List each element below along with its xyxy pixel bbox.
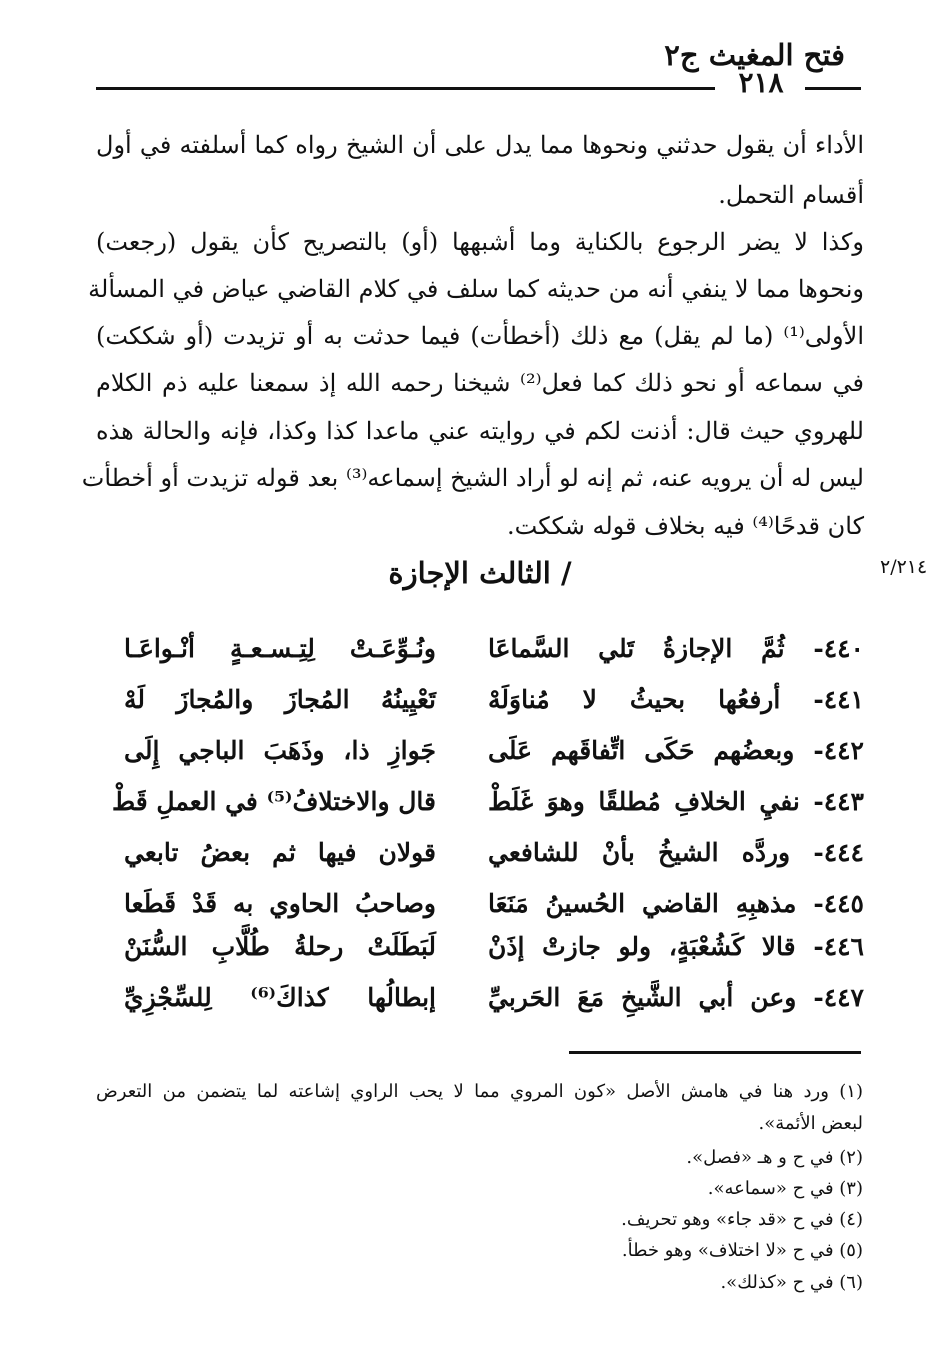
verse-second-hemistich: إبطالُها كذاكَ⁽⁶⁾ لِلسِّجْزِيِّ — [124, 983, 436, 1012]
verse-first-hemistich: ٤٤٦- قالا كَشُعْبَةٍ، ولو جازتْ إذَنْ — [488, 932, 864, 961]
verse-first-hemistich: ٤٤١- أرفعُها بحيثُ لا مُناوَلَهْ — [488, 685, 864, 714]
header-rule — [96, 87, 715, 90]
verse-first-hemistich: ٤٤٢- وبعضُهم حَكَى اتِّفاقَهم عَلَى — [488, 736, 864, 765]
verse-first-hemistich: ٤٤٧- وعن أبي الشَّيخِ مَعَ الحَربيِّ — [488, 983, 864, 1012]
body-line: كان قدحًا⁽⁴⁾ فيه بخلاف قوله شككت. — [507, 512, 864, 540]
body-line: ونحوها مما لا ينفي أنه من حديثه كما سلف في كلام القاضي عياض في المسألة — [88, 275, 864, 303]
footnote-line: لبعض الأئمة». — [758, 1113, 863, 1134]
running-title: فتح المغيث ج٢ — [664, 38, 845, 72]
body-line: أقسام التحمل. — [718, 181, 864, 209]
verse-second-hemistich: جَوازِ ذا، وذَهَبَ الباجي إِلَى — [124, 736, 436, 765]
body-line: ليس له أن يرويه عنه، ثم إنه لو أراد الشيخ إسماعه⁽³⁾ بعد قوله تزيدت أو أخطأت — [81, 464, 864, 492]
margin-reference: ٢/٢١٤ — [880, 556, 928, 578]
verse-second-hemistich: وصاحبُ الحاوي به قَدْ قَطَعا — [124, 889, 436, 918]
page-number: ٢١٨ — [738, 66, 784, 99]
verse-second-hemistich: قولان فيها ثم بعضُ تابعي — [124, 838, 436, 867]
footnote-line: (٢) في ح و هـ «فصل». — [686, 1147, 863, 1168]
verse-row — [96, 828, 864, 878]
verse-row — [96, 726, 864, 776]
verse-second-hemistich: تَعْيِينُهُ المُجازَ والمُجازَ لَهْ — [124, 685, 436, 714]
verse-row — [96, 675, 864, 725]
verse-second-hemistich: لَبَطَلَتْ رحلةُ طُلَّابِ السُّنَنْ — [124, 932, 436, 961]
body-line: للهروي حيث قال: أذنت لكم في روايته عني ماعدا كذا وكذا، فإنه والحالة هذه — [96, 417, 864, 445]
footnote-rule — [569, 1051, 861, 1054]
verse-first-hemistich: ٤٤٤- وردَّه الشيخُ بأنْ للشافعي — [488, 838, 864, 867]
section-heading: / الثالث الإجازة — [388, 556, 572, 590]
verse-first-hemistich: ٤٤٠- ثُمَّ الإجازةُ تَلي السَّماعَا — [488, 634, 864, 663]
verse-first-hemistich: ٤٤٣- نفيِ الخلافِ مُطلقًا وهوَ غَلَطْ — [488, 787, 864, 816]
verse-row — [96, 624, 864, 674]
verse-row — [96, 922, 864, 972]
body-line: في سماعه أو نحو ذلك كما فعل⁽²⁾ شيخنا رحمه الله إذ سمعنا عليه ذم الكلام — [96, 369, 864, 397]
footnote-line: (١) ورد هنا في هامش الأصل «كون المروي مما لا يحب الراوي إشاعته لما يتضمن من التعرض — [96, 1081, 863, 1102]
verse-second-hemistich: قال والاختلافُ⁽⁵⁾ في العملِ قَطْ — [112, 787, 436, 816]
verse-second-hemistich: ونُـوِّعَـتْ لِتِـسـعـةٍ أنْـواعَـا — [124, 634, 436, 663]
body-line: وكذا لا يضر الرجوع بالكناية وما أشبهها (أو) بالتصريح كأن يقول (رجعت) — [96, 228, 864, 256]
verse-first-hemistich: ٤٤٥- مذهبِهِ القاضي الحُسينُ مَنَعَا — [488, 889, 864, 918]
verse-row — [96, 777, 864, 827]
header-rule-short — [805, 87, 861, 90]
body-line: الأداء أن يقول حدثني ونحوها مما يدل على أن الشيخ رواه كما أسلفته في أول — [96, 131, 864, 159]
body-line: الأولى⁽¹⁾ (ما لم يقل) مع ذلك (أخطأت) فيما حدثت به أو تزيدت (أو شككت) — [96, 322, 864, 350]
footnote-line: (٤) في ح «قد جاء» وهو تحريف. — [621, 1209, 863, 1230]
footnote-line: (٣) في ح «سماعه». — [707, 1178, 863, 1199]
footnote-line: (٦) في ح «كذلك». — [720, 1272, 863, 1293]
verse-row — [96, 973, 864, 1023]
footnote-line: (٥) في ح «لا اختلاف» وهو خطأ. — [621, 1240, 863, 1261]
